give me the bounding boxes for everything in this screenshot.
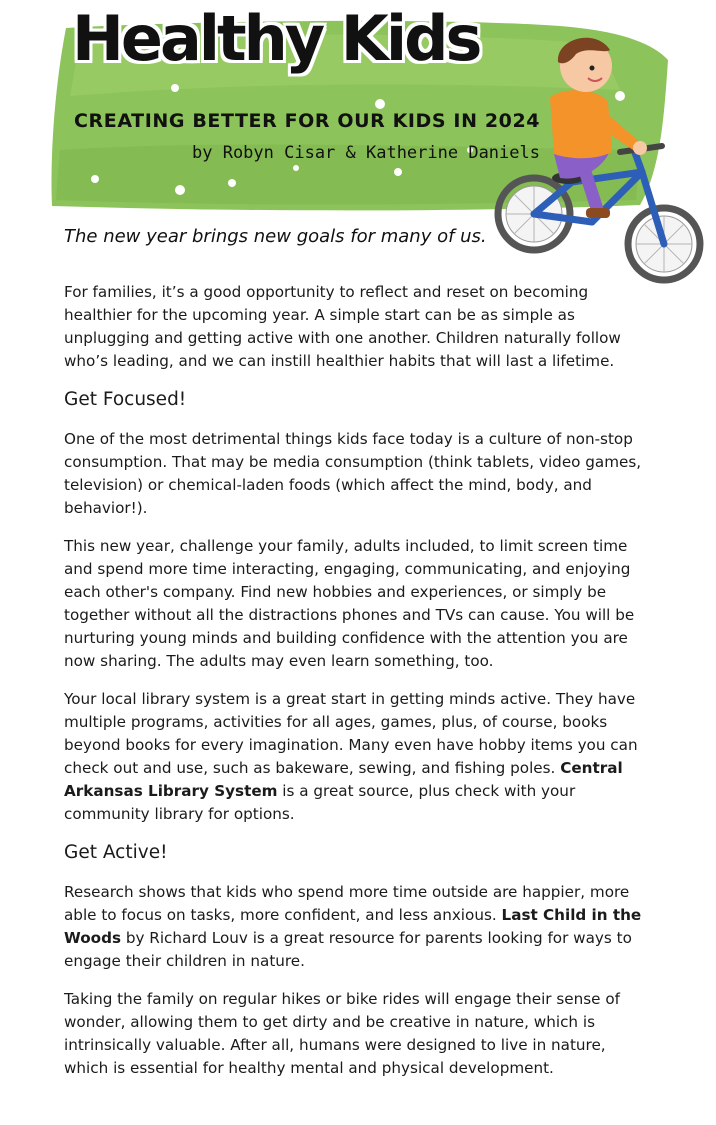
paragraph: One of the most detrimental things kids face today is a culture of non-stop consumption. That may be media consumption (think tablets, video games, television) or chemical-laden foods (which affect the mind, body, and behavior!). bbox=[64, 430, 642, 517]
paragraph: Taking the family on regular hikes or bike rides will engage their sense of wonder, allowing them to get dirty and be creative in nature, which is intrinsically valuable. After all, humans were designed to live in nature, which is essential for healthy mental and physical development. bbox=[64, 990, 620, 1077]
paragraph: This new year, challenge your family, adults included, to limit screen time and spend more time interacting, engaging, communicating, and enjoying each other's company. Find new hobbies and experiences, or simply be together without all the distractions phones and TVs can cause. You will be nurturing young minds and building confidence with the attention you are now sharing. The adults may even learn something, too. bbox=[64, 537, 635, 670]
section-heading-get-active: Get Active! bbox=[64, 842, 168, 863]
page-title: Healthy Kids bbox=[72, 2, 480, 75]
paragraph: Research shows that kids who spend more time outside are happier, more able to focus on tasks, more confident, and less anxious. Last Child in the Woods by Richard Louv is a great resource for parents looking for ways to engage their children in nature. bbox=[64, 883, 642, 970]
library-name: Central Arkansas Library System bbox=[64, 759, 623, 800]
byline: by Robyn Cisar & Katherine Daniels bbox=[192, 143, 540, 163]
paragraph: Your local library system is a great start in getting minds active. They have multiple programs, activities for all ages, games, plus, of course, books beyond books for every imagination. Many even have hobby items you can check out and use, such as bakeware, sewing, and fishing poles. Central Arkansas Library System is a great source, plus check with your community library for options. bbox=[64, 690, 638, 823]
article-body bbox=[64, 281, 654, 1095]
subtitle: CREATING BETTER FOR OUR KIDS IN 2024 bbox=[74, 110, 541, 132]
child-riding-bicycle-icon bbox=[492, 32, 708, 284]
section-heading-get-focused: Get Focused! bbox=[64, 389, 187, 410]
lede: The new year brings new goals for many of us. bbox=[64, 226, 487, 247]
intro-paragraph: For families, it’s a good opportunity to reflect and reset on becoming healthier for the upcoming year. A simple start can be as simple as unplugging and getting active with one another. Children naturally follow who’s leading, and we can instill healthier habits that will last a lifetime. bbox=[64, 283, 621, 370]
book-title: Last Child in the Woods bbox=[64, 906, 642, 947]
